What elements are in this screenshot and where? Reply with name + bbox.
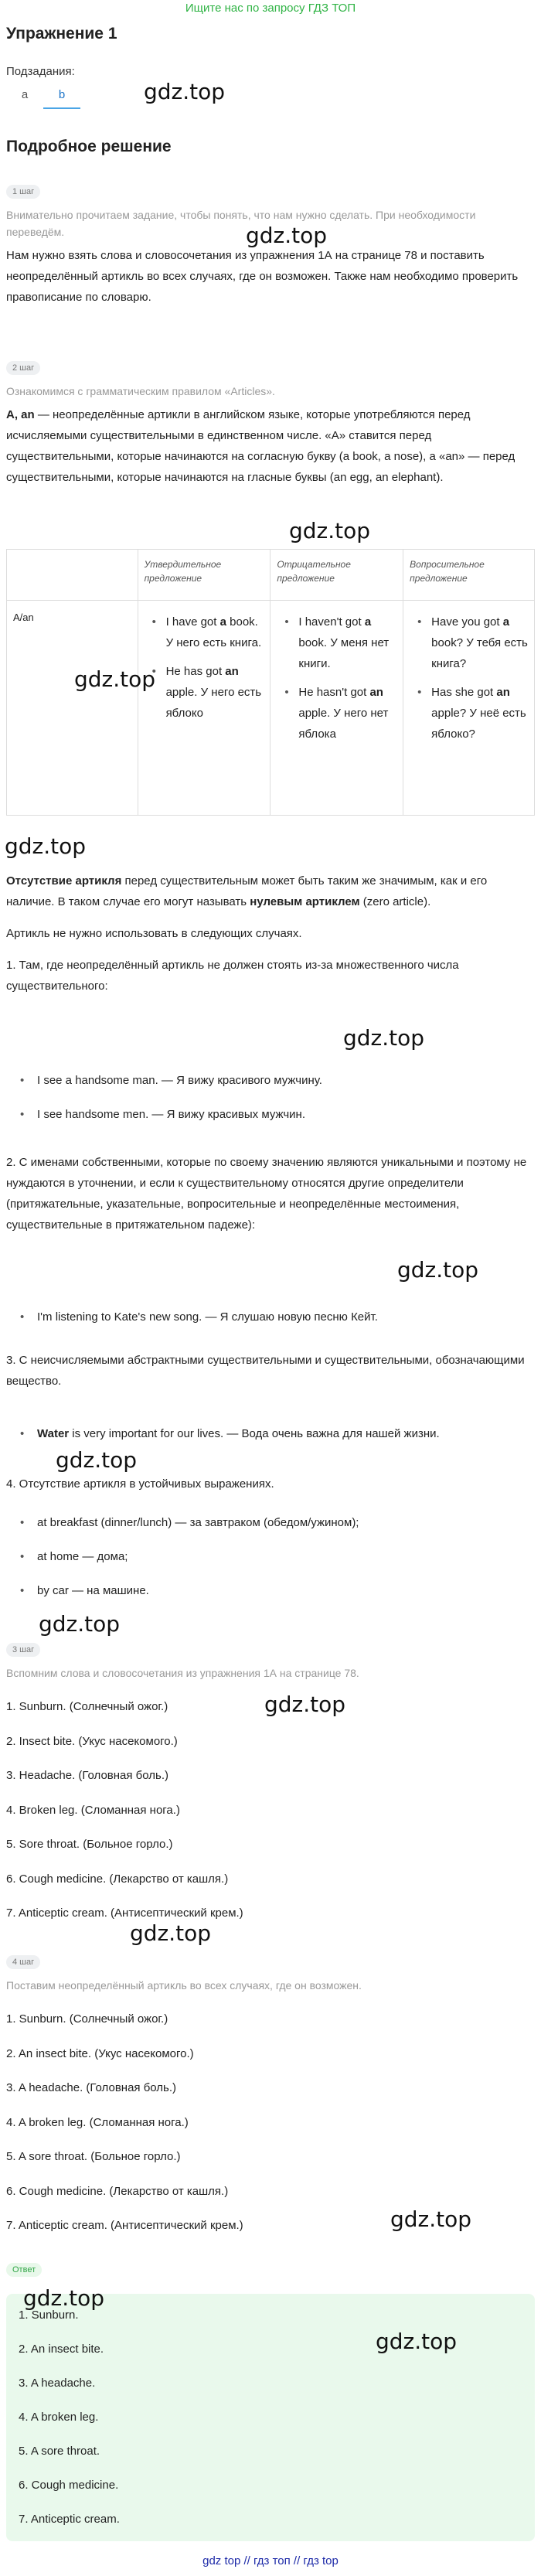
footer-links[interactable]: gdz top // гдз топ // гдз top [202, 2554, 339, 2567]
zero-article-text: Отсутствие артикля перед существительным может быть таким же значимым, как и его наличие. В таком случае его могут называть нулевым артиклем (zero article). [6, 874, 488, 908]
example: • I haven't got a book. У меня нет книги. [277, 612, 396, 674]
step-intro: Вспомним слова и словосочетания из упражнения 1А на странице 78. [6, 1667, 359, 1679]
tab-b[interactable]: b [43, 85, 80, 109]
example: • I have got a book. У него есть книга. [145, 612, 264, 653]
list-item: • at breakfast (dinner/lunch) — за завтраком (обедом/ужином); [6, 1515, 535, 1549]
step-4 [6, 1954, 535, 1994]
subtask-tabs [6, 85, 80, 109]
list-item: 6. Cough medicine. [19, 2479, 119, 2492]
step-intro: Внимательно прочитаем задание, чтобы понять, что нам нужно сделать. При необходимости переведём. [6, 209, 476, 238]
list-item: • I see handsome men. — Я вижу красивых мужчин. [6, 1107, 535, 1123]
watermark: gdz.top [5, 833, 87, 859]
list-item: 2. An insect bite. (Укус насекомого.) [6, 2046, 194, 2060]
not-needed-text: Артикль не нужно использовать в следующих случаях. [6, 927, 302, 940]
list-item: 1. Sunburn. (Солнечный ожог.) [6, 2012, 168, 2026]
watermark: gdz.top [390, 2206, 472, 2232]
table-header-row [7, 550, 535, 601]
watermark: gdz.top [264, 1692, 346, 1717]
watermark: gdz.top [376, 2329, 458, 2354]
list-item: • I'm listening to Kate's new song. — Я слушаю новую песню Кейт. [6, 1310, 535, 1325]
step-2 [6, 360, 535, 488]
table-header [7, 550, 138, 601]
step-badge: 3 шаг [6, 1643, 40, 1657]
list-item: 5. A sore throat. [19, 2445, 100, 2458]
case-4-block [6, 1474, 535, 1494]
list-item: 4. Broken leg. (Сломанная нога.) [6, 1803, 180, 1817]
list-item: 2. Insect bite. (Укус насекомого.) [6, 1734, 178, 1748]
watermark: gdz.top [144, 79, 226, 104]
list-item: 5. A sore throat. (Больное горло.) [6, 2150, 181, 2163]
watermark: gdz.top [56, 1447, 138, 1473]
list-item: 7. Anticeptic cream. [19, 2513, 120, 2526]
case-1-text: 1. Там, где неопределённый артикль не должен стоять из-за множественного числа существительного: [6, 959, 459, 993]
list-item: 1. Sunburn. (Солнечный ожог.) [6, 1700, 168, 1713]
watermark: gdz.top [289, 518, 371, 543]
list-item: 4. A broken leg. (Сломанная нога.) [6, 2115, 189, 2129]
top-search-link[interactable]: Ищите нас по запросу ГДЗ ТОП [185, 2, 356, 15]
watermark: gdz.top [23, 2285, 105, 2311]
list-item: • by car — на машине. [6, 1583, 535, 1599]
step-intro: Ознакомимся с грамматическим правилом «Articles». [6, 385, 275, 397]
watermark: gdz.top [130, 1920, 212, 1946]
case-2-text: 2. С именами собственными, которые по своему значению являются уникальными и поэтому не нуждаются в уточнении, и если к существительному относятся другие определители (притяжательные, указательные, вопросительные и неопределённые местоимения, существительные в притяжательном падеже): [6, 1156, 527, 1232]
list-item: 7. Anticeptic cream. (Антисептический крем.) [6, 2219, 243, 2232]
table-header: Вопросительное предложение [403, 550, 535, 601]
table-cell [270, 601, 403, 816]
case-3-text: 3. С неисчисляемыми абстрактными существительными и существительными, обозначающими вещество. [6, 1354, 525, 1388]
solution-title: Подробное решение [6, 138, 172, 155]
step-text: Нам нужно взять слова и словосочетания из упражнения 1А на странице 78 и поставить неопределённый артикль во всех случаях, где он возможен. Также нам необходимо проверить правописание по словарю. [6, 249, 519, 304]
list-item: 6. Cough medicine. (Лекарство от кашля.) [6, 1872, 229, 1886]
subtasks-label: Подзадания: [6, 65, 75, 78]
case-1-examples [6, 1073, 535, 1123]
table-cell [138, 601, 270, 816]
step-intro: Поставим неопределённый артикль во всех случаях, где он возможен. [6, 1979, 362, 1992]
step-3 [6, 1642, 535, 1682]
case-3-examples [6, 1426, 535, 1442]
list-item: • Water is very important for our lives. — Вода очень важна для нашей жизни. [6, 1426, 535, 1442]
tab-a[interactable]: a [21, 88, 29, 101]
example: • He hasn't got an apple. У него нет яблока [277, 682, 396, 745]
row-label: A/an [7, 601, 138, 816]
article-rule [6, 404, 535, 488]
case-2-block [6, 1152, 535, 1235]
list-item: • at home — дома; [6, 1549, 535, 1583]
case-3-block [6, 1350, 535, 1392]
example: • He has got an apple. У него есть яблоко [145, 661, 264, 724]
watermark: gdz.top [39, 1611, 121, 1637]
list-item: 3. Headache. (Головная боль.) [6, 1769, 169, 1782]
list-item: 2. An insect bite. [19, 2343, 104, 2356]
list-item: • I see a handsome man. — Я вижу красивого мужчину. [6, 1073, 535, 1107]
watermark: gdz.top [74, 666, 156, 692]
watermark: gdz.top [397, 1257, 479, 1283]
watermark: gdz.top [246, 223, 328, 248]
answer-badge: Ответ [6, 2263, 42, 2277]
list-item: 3. A headache. [19, 2377, 96, 2390]
step-badge: 4 шаг [6, 1955, 40, 1969]
step-3-list [6, 1699, 535, 1941]
step-badge: 2 шаг [6, 361, 40, 375]
table-header: Отрицательное предложение [270, 550, 403, 601]
step-badge: 1 шаг [6, 185, 40, 199]
watermark: gdz.top [343, 1025, 425, 1051]
table-header: Утвердительное предложение [138, 550, 270, 601]
list-item: 7. Anticeptic cream. (Антисептический крем.) [6, 1906, 243, 1920]
exercise-title: Упражнение 1 [6, 25, 117, 43]
list-item: 3. A headache. (Головная боль.) [6, 2081, 177, 2094]
table-row [7, 601, 535, 816]
list-item: 5. Sore throat. (Больное горло.) [6, 1838, 173, 1851]
rule-bold: A, an [6, 408, 35, 421]
list-item: 1. Sunburn. [19, 2309, 79, 2322]
case-4-text: 4. Отсутствие артикля в устойчивых выражениях. [6, 1477, 274, 1491]
list-item: 6. Cough medicine. (Лекарство от кашля.) [6, 2184, 229, 2198]
case-4-examples [6, 1515, 535, 1599]
list-item: 4. A broken leg. [19, 2411, 99, 2424]
example: • Has she got an apple? У неё есть яблоко? [410, 682, 528, 745]
table-cell [403, 601, 535, 816]
case-2-examples [6, 1310, 535, 1325]
zero-article-block [6, 871, 535, 997]
rule-text: — неопределённые артикли в английском языке, которые употребляются перед исчисляемыми существительными в единственном числе. «A» ставится перед существительными, которые начинаются на согласную букву (a book, a nose), а «an» — перед существительными, которые начинаются на гласные буквы (an egg, an elephant). [6, 408, 515, 484]
example: • Have you got a book? У тебя есть книга? [410, 612, 528, 674]
